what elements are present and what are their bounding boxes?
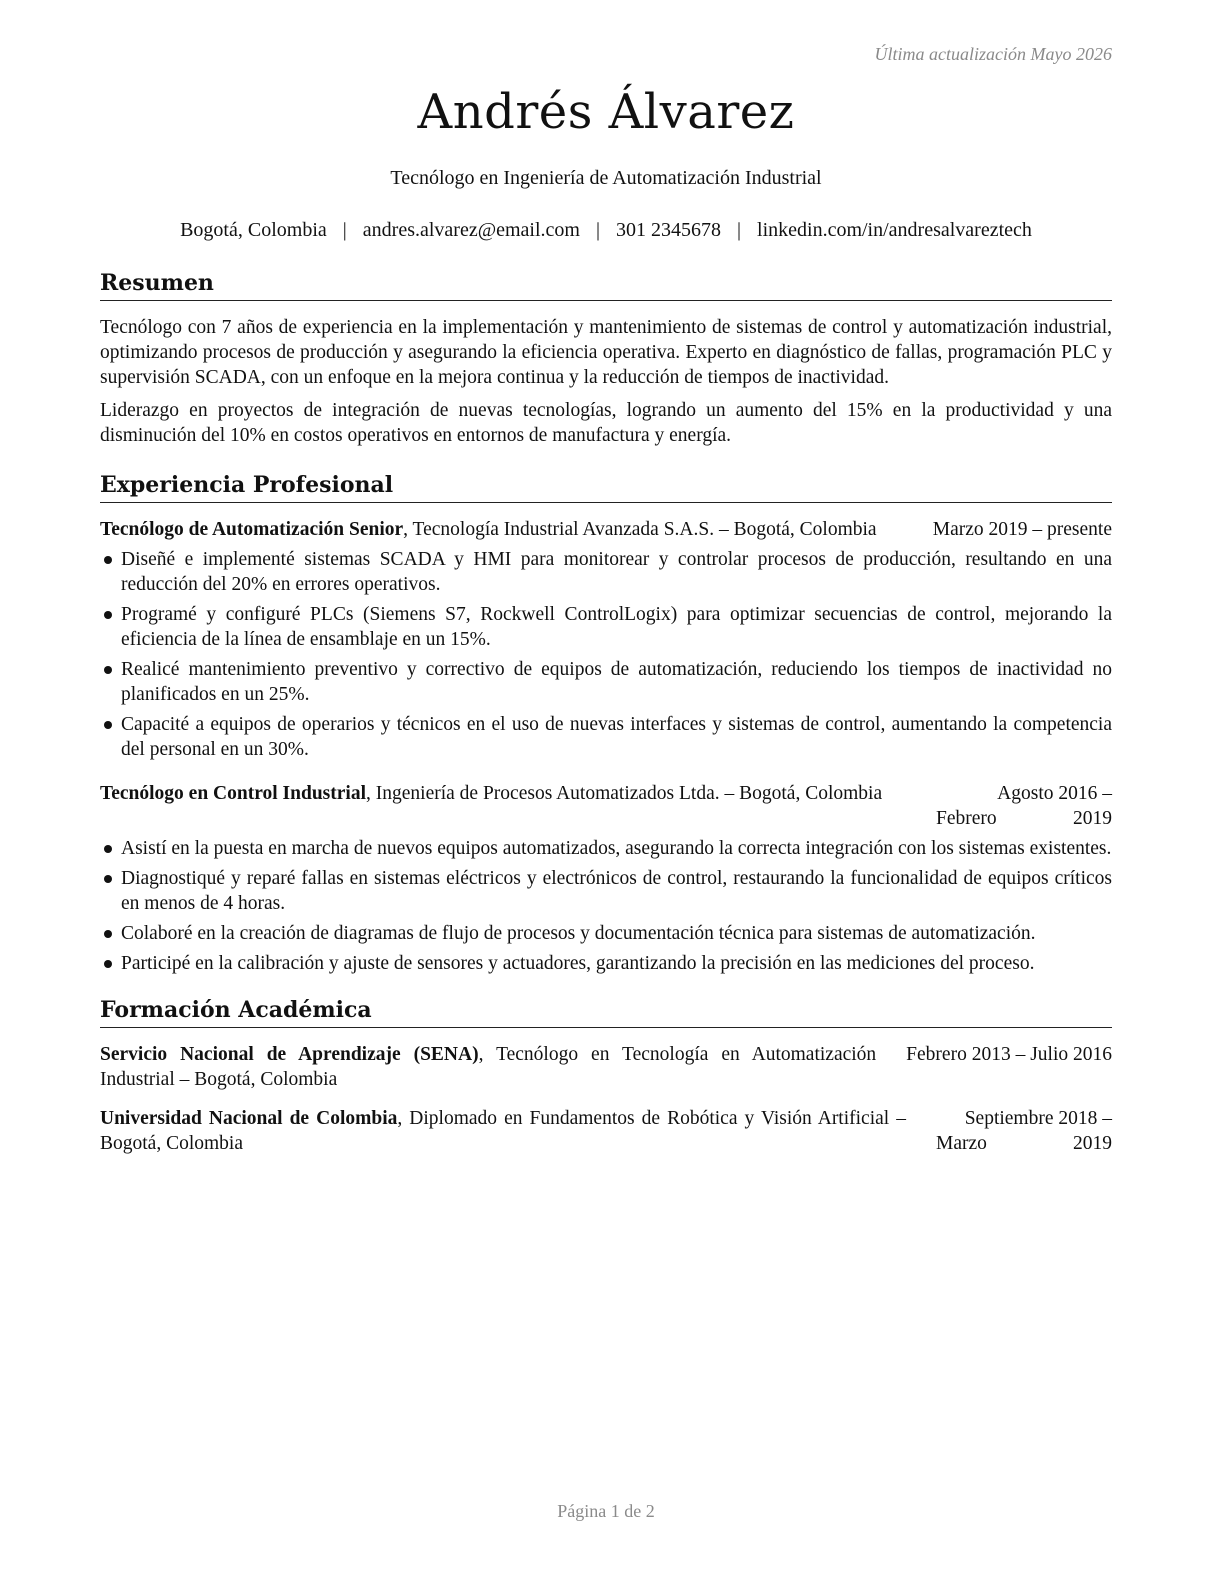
bullet-text: Diseñé e implementé sistemas SCADA y HMI para monitorear y controlar procesos de producción, resultando en una reducción del 20% en errores operativos.: [121, 549, 1112, 595]
contact-line: [100, 219, 1112, 242]
bullet-dot-icon: [104, 611, 112, 619]
candidate-name: Andrés Álvarez: [417, 84, 795, 140]
bullet-dot-icon: [104, 666, 112, 674]
page-number: Página 1 de 2: [557, 1501, 655, 1521]
bullet-dot-icon: [104, 875, 112, 883]
contact-separator: |: [595, 219, 600, 241]
list-item: [100, 602, 1112, 652]
bullet-text: Colaboré en la creación de diagramas de flujo de procesos y documentación técnica para sistemas de automatización.: [121, 923, 1036, 944]
job-bullets: [100, 836, 1112, 976]
contact-separator: |: [342, 219, 347, 241]
candidate-headline: Tecnólogo en Ingeniería de Automatización Industrial: [390, 167, 822, 189]
education-entry: [100, 1106, 1112, 1156]
job-entry: [100, 517, 1112, 762]
bullet-text: Capacité a equipos de operarios y técnicos en el uso de nuevas interfaces y sistemas de control, aumentando la competencia del personal en un 30%.: [121, 714, 1112, 760]
bullet-dot-icon: [104, 845, 112, 853]
job-dates: Marzo 2019 – presente: [932, 519, 1112, 540]
list-item: [100, 921, 1112, 946]
list-item: [100, 866, 1112, 916]
job-company: , Tecnología Industrial Avanzada S.A.S. – Bogotá, Colombia: [403, 519, 877, 540]
section-title-experience: Experiencia Profesional: [100, 470, 1112, 503]
bullet-dot-icon: [104, 960, 112, 968]
education-institution: Servicio Nacional de Aprendizaje (SENA): [100, 1044, 479, 1065]
education-title-line: [100, 1042, 906, 1092]
last-updated: Última actualización Mayo 2026: [874, 44, 1112, 64]
section-title-summary: Resumen: [100, 268, 1112, 301]
list-item: [100, 951, 1112, 976]
bullet-dot-icon: [104, 556, 112, 564]
education-detail: , Tecnólogo en Tecnología en Automatización Industrial – Bogotá, Colombia: [100, 1044, 877, 1090]
bullet-text: Asistí en la puesta en marcha de nuevos equipos automatizados, asegurando la correcta integración con los sistemas existentes.: [121, 838, 1112, 859]
job-entry: [100, 781, 1112, 976]
contact-phone: 301 2345678: [616, 219, 721, 241]
contact-separator: |: [737, 219, 742, 241]
job-role: Tecnólogo en Control Industrial: [100, 783, 367, 804]
job-title-line: [100, 781, 936, 806]
bullet-text: Realicé mantenimiento preventivo y correctivo de equipos de automatización, reduciendo los tiempos de inactividad no planificados en un 25%.: [121, 659, 1112, 705]
summary-paragraph: Liderazgo en proyectos de integración de nuevas tecnologías, logrando un aumento del 15% en la productividad y una disminución del 10% en costos operativos en entornos de manufactura y energía.: [100, 400, 1112, 446]
bullet-text: Programé y configuré PLCs (Siemens S7, Rockwell ControlLogix) para optimizar secuencias de control, mejorando la eficiencia de la línea de ensamblaje en un 15%.: [121, 604, 1112, 650]
job-bullets: [100, 547, 1112, 762]
education-entry: [100, 1042, 1112, 1092]
contact-location: Bogotá, Colombia: [180, 219, 327, 241]
list-item: [100, 836, 1112, 861]
contact-linkedin[interactable]: linkedin.com/in/andresalvareztech: [757, 219, 1032, 241]
job-title-line: [100, 517, 933, 542]
list-item: [100, 547, 1112, 597]
education-institution: Universidad Nacional de Colombia: [100, 1108, 398, 1129]
education-dates: Septiembre 2018 – Marzo 2019: [936, 1108, 1112, 1154]
section-title-education: Formación Académica: [100, 995, 1112, 1028]
bullet-text: Diagnostiqué y reparé fallas en sistemas eléctricos y electrónicos de control, restaurando la funcionalidad de equipos críticos en menos de 4 horas.: [121, 868, 1112, 914]
list-item: [100, 657, 1112, 707]
job-role: Tecnólogo de Automatización Senior: [100, 519, 404, 540]
education-dates: Febrero 2013 – Julio 2016: [906, 1044, 1112, 1065]
bullet-text: Participé en la calibración y ajuste de sensores y actuadores, garantizando la precisión en las mediciones del proceso.: [121, 953, 1035, 974]
list-item: [100, 712, 1112, 762]
resume-page: [100, 0, 1112, 1584]
education-detail: , Diplomado en Fundamentos de Robótica y Visión Artificial – Bogotá, Colombia: [100, 1108, 906, 1154]
resume-content: [100, 268, 1112, 1156]
bullet-dot-icon: [104, 930, 112, 938]
contact-email[interactable]: andres.alvarez@email.com: [362, 219, 580, 241]
job-company: , Ingeniería de Procesos Automatizados Ltda. – Bogotá, Colombia: [366, 783, 883, 804]
summary-paragraph: Tecnólogo con 7 años de experiencia en la implementación y mantenimiento de sistemas de control y automatización industrial, optimizando procesos de producción y asegurando la eficiencia operativa. Experto en diagnóstico de fallas, programación PLC y supervisión SCADA, con un enfoque en la mejora continua y la reducción de tiempos de inactividad.: [100, 317, 1112, 388]
job-dates: Agosto 2016 – Febrero 2019: [936, 783, 1112, 829]
bullet-dot-icon: [104, 721, 112, 729]
education-title-line: [100, 1106, 936, 1156]
